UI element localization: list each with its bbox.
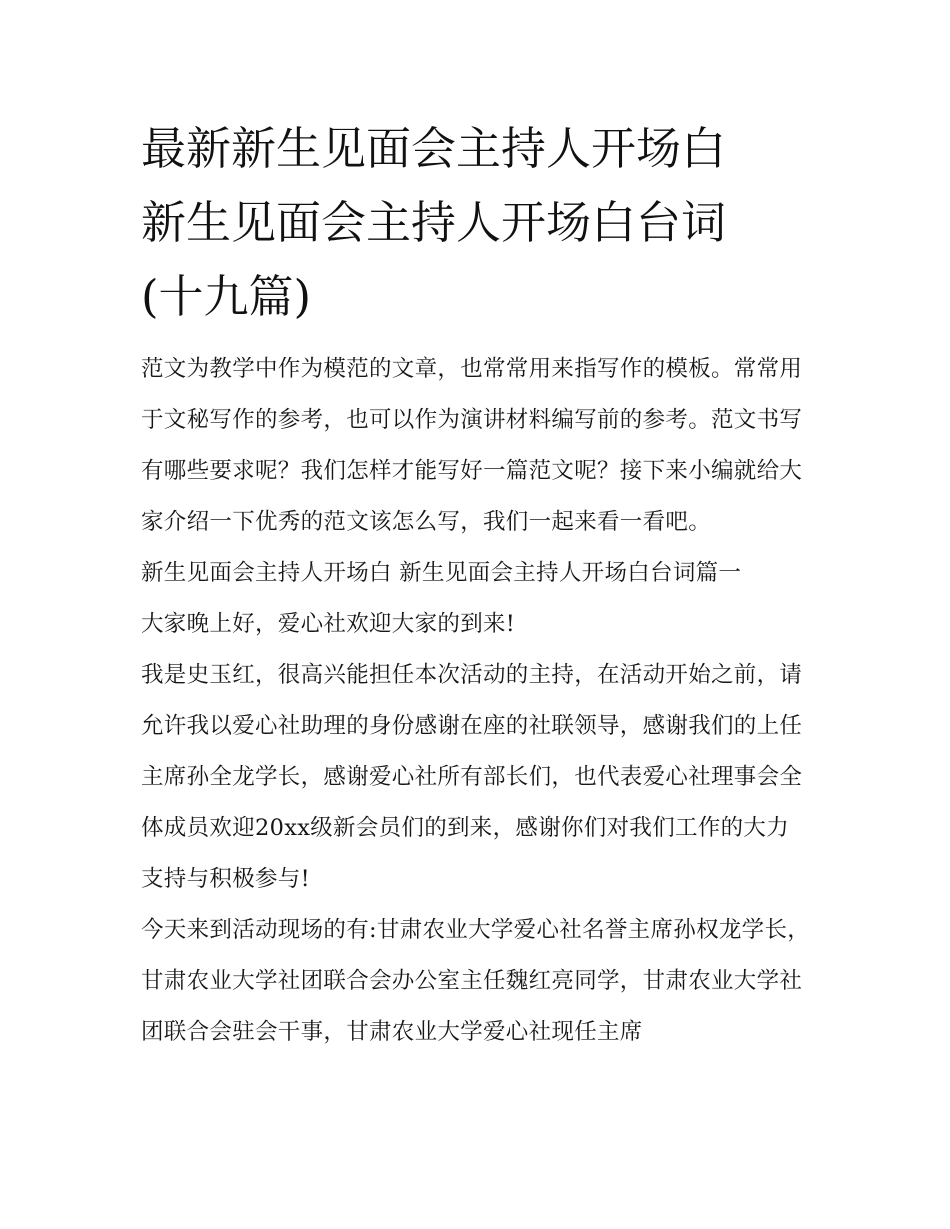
- title-line-3: (十九篇): [141, 270, 312, 323]
- document-title: [141, 112, 811, 334]
- paragraph-intro: 范文为教学中作为模范的文章，也常常用来指写作的模板。常常用于文秘写作的参考，也可以作为演讲材料编写前的参考。范文书写有哪些要求呢？我们怎样才能写好一篇范文呢？接下来小编就给大家介绍一下优秀的范文该怎么写，我们一起来看一看吧。: [141, 356, 803, 535]
- paragraph-guests: 今天来到活动现场的有:甘肃农业大学爱心社名誉主席孙权龙学长，甘肃农业大学社团联合会办公室主任魏红亮同学，甘肃农业大学社团联合会驻会干事，甘肃农业大学爱心社现任主席: [141, 917, 811, 1045]
- paragraph-host-intro: 我是史玉红，很高兴能担任本次活动的主持，在活动开始之前，请允许我以爱心社助理的身份感谢在座的社联领导，感谢我们的上任主席孙全龙学长，感谢爱心社所有部长们，也代表爱心社理事会全体成员欢迎20xx级新会员们的到来，感谢你们对我们工作的大力支持与积极参与!: [141, 662, 803, 892]
- title-line-1: 最新新生见面会主持人开场白: [141, 122, 727, 175]
- document-content: [141, 112, 811, 1058]
- paragraph-section-heading: 新生见面会主持人开场白 新生见面会主持人开场白台词篇一: [141, 560, 742, 586]
- title-line-2: 新生见面会主持人开场白台词: [141, 196, 727, 249]
- paragraph-greeting: 大家晚上好，爱心社欢迎大家的到来!: [141, 611, 516, 637]
